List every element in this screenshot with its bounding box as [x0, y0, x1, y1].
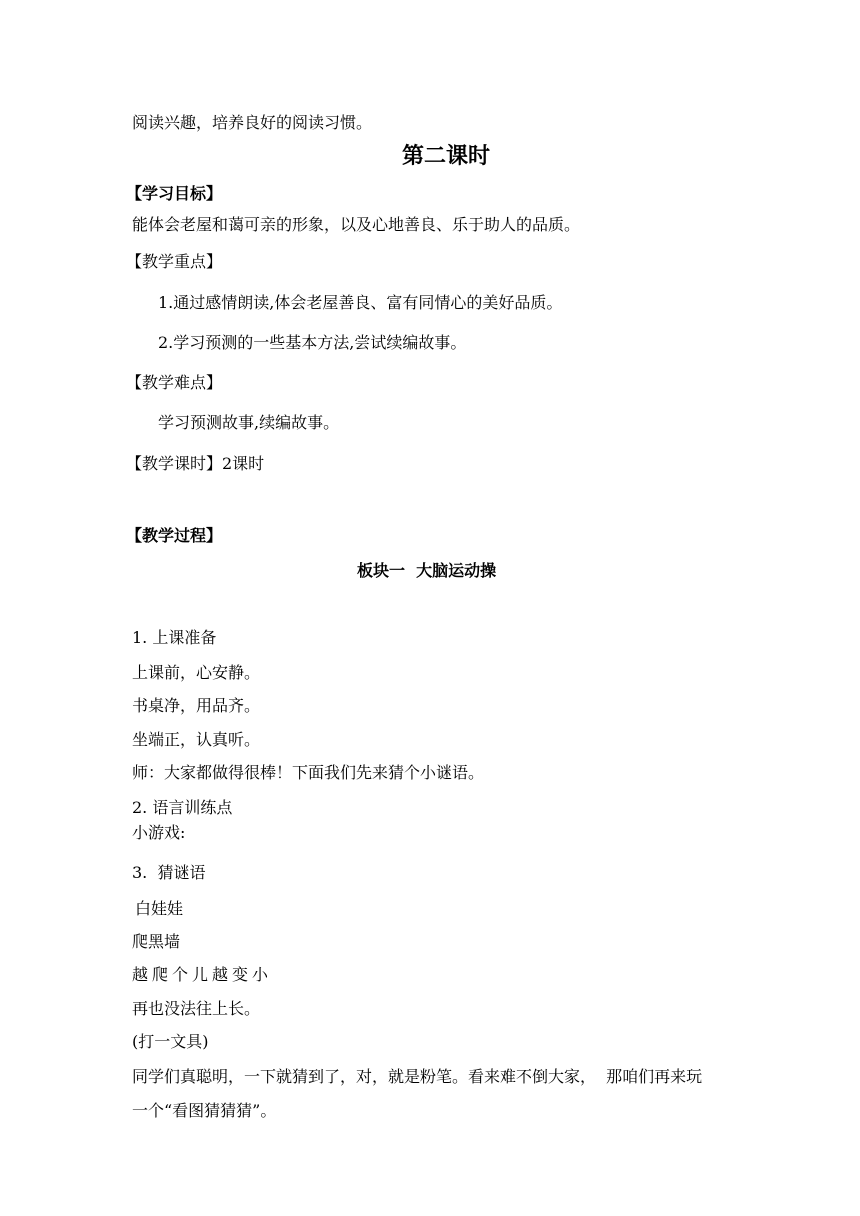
- game-label: 小游戏:: [132, 823, 186, 842]
- riddle-line: 白娃娃: [135, 899, 184, 918]
- riddle-line: 再也没法往上长。: [132, 999, 261, 1018]
- class-hours-text: 【教学课时】2课时: [126, 454, 265, 473]
- riddle-line: 爬黑墙: [132, 932, 181, 951]
- difficulties-heading: 【教学难点】: [126, 373, 223, 392]
- teacher-line: 师：大家都做得很棒！下面我们先来猜个小谜语。: [132, 763, 485, 782]
- goals-text: 能体会老屋和蔼可亲的形象，以及心地善良、乐于助人的品质。: [132, 215, 581, 234]
- goals-heading: 【学习目标】: [126, 184, 223, 203]
- intro-tail-text: 阅读兴趣，培养良好的阅读习惯。: [132, 113, 373, 132]
- key-point-item: 1.通过感情朗读,体会老屋善良、富有同情心的美好品质。: [158, 293, 563, 312]
- key-points-heading: 【教学重点】: [126, 252, 223, 271]
- language-title: 2. 语言训练点: [132, 798, 233, 817]
- prep-line: 上课前，心安静。: [132, 663, 261, 682]
- riddle-hint: (打一文具): [132, 1032, 209, 1051]
- difficulties-text: 学习预测故事,续编故事。: [158, 413, 340, 432]
- prep-line: 书桌净，用品齐。: [132, 696, 261, 715]
- closing-line: 同学们真聪明，一下就猜到了，对，就是粉笔。看来难不倒大家， 那咱们再来玩: [132, 1067, 703, 1086]
- riddle-title: 3. 猜谜语: [132, 863, 206, 882]
- prep-line: 坐端正，认真听。: [132, 730, 261, 749]
- riddle-line: 越爬个儿越变小: [132, 965, 273, 984]
- section-title: 板块一 大脑运动操: [357, 561, 497, 580]
- process-heading: 【教学过程】: [126, 526, 223, 545]
- lesson-title: 第二课时: [401, 143, 490, 169]
- prep-title: 1. 上课准备: [132, 628, 217, 647]
- key-point-item: 2.学习预测的一些基本方法,尝试续编故事。: [158, 333, 467, 352]
- closing-line: 一个“看图猜猜猜”。: [132, 1101, 277, 1120]
